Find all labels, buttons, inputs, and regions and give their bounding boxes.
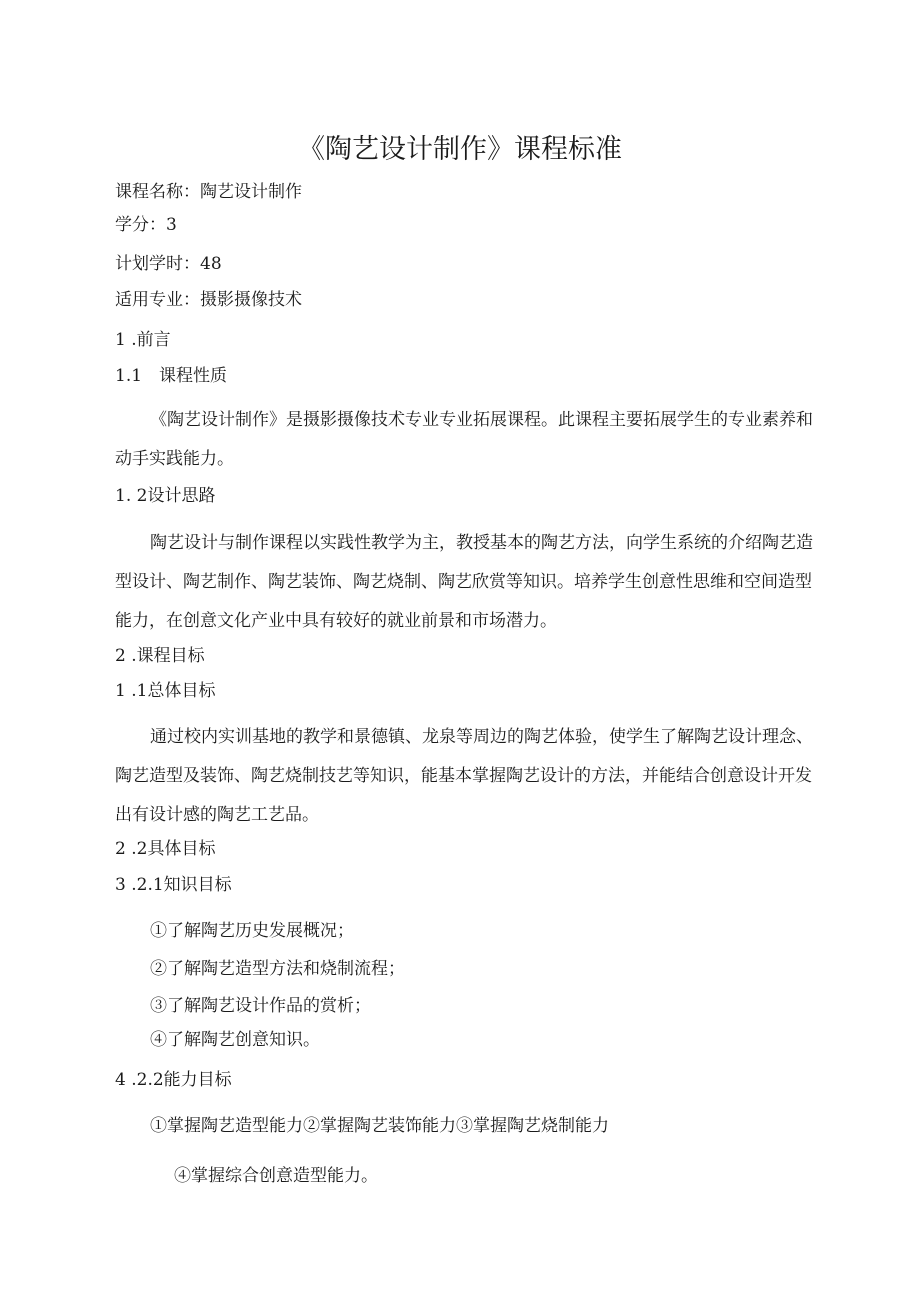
ability-line: ①掌握陶艺造型能力②掌握陶艺装饰能力③掌握陶艺烧制能力 xyxy=(150,1116,609,1136)
major-line: 适用专业：摄影摄像技术 xyxy=(115,290,302,310)
course-name-line: 课程名称：陶艺设计制作 xyxy=(115,182,302,202)
knowledge-item: ①了解陶艺历史发展概况； xyxy=(150,921,354,941)
heading-overall-goal: 1 .1总体目标 xyxy=(115,681,216,701)
credits-line: 学分：3 xyxy=(115,215,177,235)
heading-design-idea: 1. 2设计思路 xyxy=(115,486,216,506)
heading-specific-goals: 2 .2具体目标 xyxy=(115,839,216,859)
hours-line: 计划学时：48 xyxy=(115,254,222,274)
heading-ability-goals: 4 .2.2能力目标 xyxy=(115,1070,232,1090)
knowledge-item: ③了解陶艺设计作品的赏析； xyxy=(150,996,371,1016)
knowledge-item: ④了解陶艺创意知识。 xyxy=(150,1030,320,1050)
heading-knowledge-goals: 3 .2.1知识目标 xyxy=(115,875,232,895)
heading-course-nature: 1.1 课程性质 xyxy=(115,366,228,386)
ability-line: ④掌握综合创意造型能力。 xyxy=(174,1166,378,1186)
knowledge-item: ②了解陶艺造型方法和烧制流程； xyxy=(150,959,405,979)
paragraph-design-idea: 陶艺设计与制作课程以实践性教学为主，教授基本的陶艺方法，向学生系统的介绍陶艺造型设计、陶艺制作、陶艺装饰、陶艺烧制、陶艺欣赏等知识。培养学生创意性思维和空间造型能力，在创意文化产业中具有较好的就业前景和市场潜力。 xyxy=(115,533,813,631)
heading-preface: 1 .前言 xyxy=(115,330,171,350)
paragraph-overall-goal: 通过校内实训基地的教学和景德镇、龙泉等周边的陶艺体验，使学生了解陶艺设计理念、陶艺造型及装饰、陶艺烧制技艺等知识，能基本掌握陶艺设计的方法，并能结合创意设计开发出有设计感的陶艺工艺品。 xyxy=(115,727,813,825)
document-title: 《陶艺设计制作》课程标准 xyxy=(298,134,622,165)
heading-course-goals: 2 .课程目标 xyxy=(115,646,205,666)
paragraph-course-nature: 《陶艺设计制作》是摄影摄像技术专业专业拓展课程。此课程主要拓展学生的专业素养和动手实践能力。 xyxy=(115,410,813,469)
